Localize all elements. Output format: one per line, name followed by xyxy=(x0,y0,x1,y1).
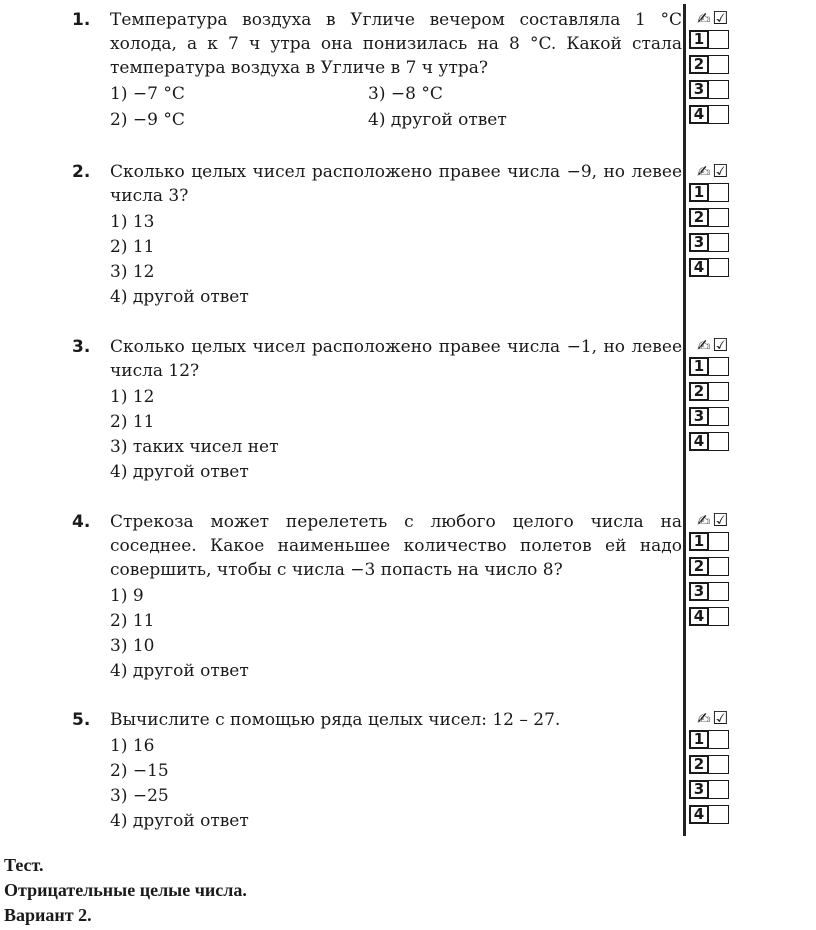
option-1: 1) 13 xyxy=(110,212,155,232)
answer-checkbox[interactable] xyxy=(709,258,729,277)
answer-number: 3 xyxy=(689,80,709,99)
option-2: 2) 11 xyxy=(110,412,155,432)
answer-checkbox[interactable] xyxy=(709,30,729,49)
answer-checkbox[interactable] xyxy=(709,780,729,799)
answer-box-5 xyxy=(689,708,743,830)
option-1: 1) 16 xyxy=(110,736,155,756)
answer-number: 3 xyxy=(689,780,709,799)
option-2: 2) 11 xyxy=(110,611,155,631)
answer-checkbox[interactable] xyxy=(709,55,729,74)
answer-checkbox[interactable] xyxy=(709,582,729,601)
answer-checkbox[interactable] xyxy=(709,805,729,824)
option-3: 3) таких чисел нет xyxy=(110,437,279,457)
option-3: 3) −8 °C xyxy=(368,84,443,104)
checkbox-checked-icon: ☑ xyxy=(712,161,729,182)
question-number: 1. xyxy=(72,10,91,30)
answer-number: 2 xyxy=(689,755,709,774)
question-number: 4. xyxy=(72,512,91,532)
option-1: 1) 9 xyxy=(110,586,144,606)
option-3: 3) −25 xyxy=(110,786,169,806)
answer-checkbox[interactable] xyxy=(709,80,729,99)
pencil-icon: ✍ xyxy=(697,162,711,181)
option-4: 4) другой ответ xyxy=(110,462,249,482)
answer-checkbox[interactable] xyxy=(709,208,729,227)
answer-number: 2 xyxy=(689,208,709,227)
option-4: 4) другой ответ xyxy=(110,811,249,831)
pencil-icon: ✍ xyxy=(697,336,711,355)
question-number: 3. xyxy=(72,337,91,357)
question-text: Вычислите с помощью ряда целых чисел: 12 – 27. xyxy=(110,710,561,730)
answer-checkbox[interactable] xyxy=(709,557,729,576)
question-1 xyxy=(72,8,682,132)
answer-checkbox[interactable] xyxy=(709,382,729,401)
answer-checkbox[interactable] xyxy=(709,105,729,124)
answer-number: 1 xyxy=(689,357,709,376)
answer-number: 4 xyxy=(689,805,709,824)
answer-number: 1 xyxy=(689,183,709,202)
question-number: 2. xyxy=(72,162,91,182)
answer-column-divider xyxy=(683,4,686,836)
checkbox-checked-icon: ☑ xyxy=(712,8,729,29)
question-text: Температура воздуха в Угличе вечером составляла 1 °C холода, а к 7 ч утра она понизилась на 8 °C. Какой стала температура воздуха в Угличе в 7 ч утра? xyxy=(110,10,682,78)
answer-number: 2 xyxy=(689,382,709,401)
answer-box-1 xyxy=(689,8,743,130)
answer-checkbox[interactable] xyxy=(709,730,729,749)
question-text: Сколько целых чисел расположено правее числа −9, но левее числа 3? xyxy=(110,162,682,206)
answer-number: 4 xyxy=(689,105,709,124)
checkbox-checked-icon: ☑ xyxy=(712,335,729,356)
question-5 xyxy=(72,708,682,834)
answer-box-4 xyxy=(689,510,743,632)
option-4: 4) другой ответ xyxy=(110,287,249,307)
option-1: 1) −7 °C xyxy=(110,84,185,104)
answer-checkbox[interactable] xyxy=(709,183,729,202)
answer-checkbox[interactable] xyxy=(709,432,729,451)
answer-box-3 xyxy=(689,335,743,457)
answer-number: 4 xyxy=(689,258,709,277)
answer-number: 3 xyxy=(689,407,709,426)
question-2 xyxy=(72,160,682,310)
option-2: 2) 11 xyxy=(110,237,155,257)
option-4: 4) другой ответ xyxy=(110,661,249,681)
option-2: 2) −9 °C xyxy=(110,110,185,130)
answer-checkbox[interactable] xyxy=(709,607,729,626)
option-2: 2) −15 xyxy=(110,761,169,781)
option-1: 1) 12 xyxy=(110,387,155,407)
answer-box-2 xyxy=(689,161,743,283)
answer-checkbox[interactable] xyxy=(709,357,729,376)
pencil-icon: ✍ xyxy=(697,9,711,28)
pencil-icon: ✍ xyxy=(697,709,711,728)
option-4: 4) другой ответ xyxy=(368,110,507,130)
pencil-icon: ✍ xyxy=(697,511,711,530)
answer-number: 1 xyxy=(689,30,709,49)
answer-number: 3 xyxy=(689,582,709,601)
answer-checkbox[interactable] xyxy=(709,233,729,252)
answer-checkbox[interactable] xyxy=(709,532,729,551)
test-caption xyxy=(4,853,247,928)
option-3: 3) 12 xyxy=(110,262,155,282)
footer-title: Тест. xyxy=(4,855,44,875)
answer-checkbox[interactable] xyxy=(709,407,729,426)
question-3 xyxy=(72,335,682,485)
question-text: Стрекоза может перелететь с любого целого числа на соседнее. Какое наименьшее количество полетов ей надо совершить, чтобы с числа −3 попасть на число 8? xyxy=(110,512,682,580)
question-number: 5. xyxy=(72,710,91,730)
answer-number: 3 xyxy=(689,233,709,252)
question-text: Сколько целых чисел расположено правее числа −1, но левее числа 12? xyxy=(110,337,682,381)
answer-checkbox[interactable] xyxy=(709,755,729,774)
answer-number: 4 xyxy=(689,607,709,626)
answer-number: 4 xyxy=(689,432,709,451)
option-3: 3) 10 xyxy=(110,636,155,656)
footer-topic: Отрицательные целые числа. xyxy=(4,880,247,900)
answer-number: 1 xyxy=(689,730,709,749)
answer-number: 1 xyxy=(689,532,709,551)
question-4 xyxy=(72,510,682,684)
checkbox-checked-icon: ☑ xyxy=(712,510,729,531)
footer-variant: Вариант 2. xyxy=(4,905,92,925)
checkbox-checked-icon: ☑ xyxy=(712,708,729,729)
answer-number: 2 xyxy=(689,557,709,576)
answer-number: 2 xyxy=(689,55,709,74)
